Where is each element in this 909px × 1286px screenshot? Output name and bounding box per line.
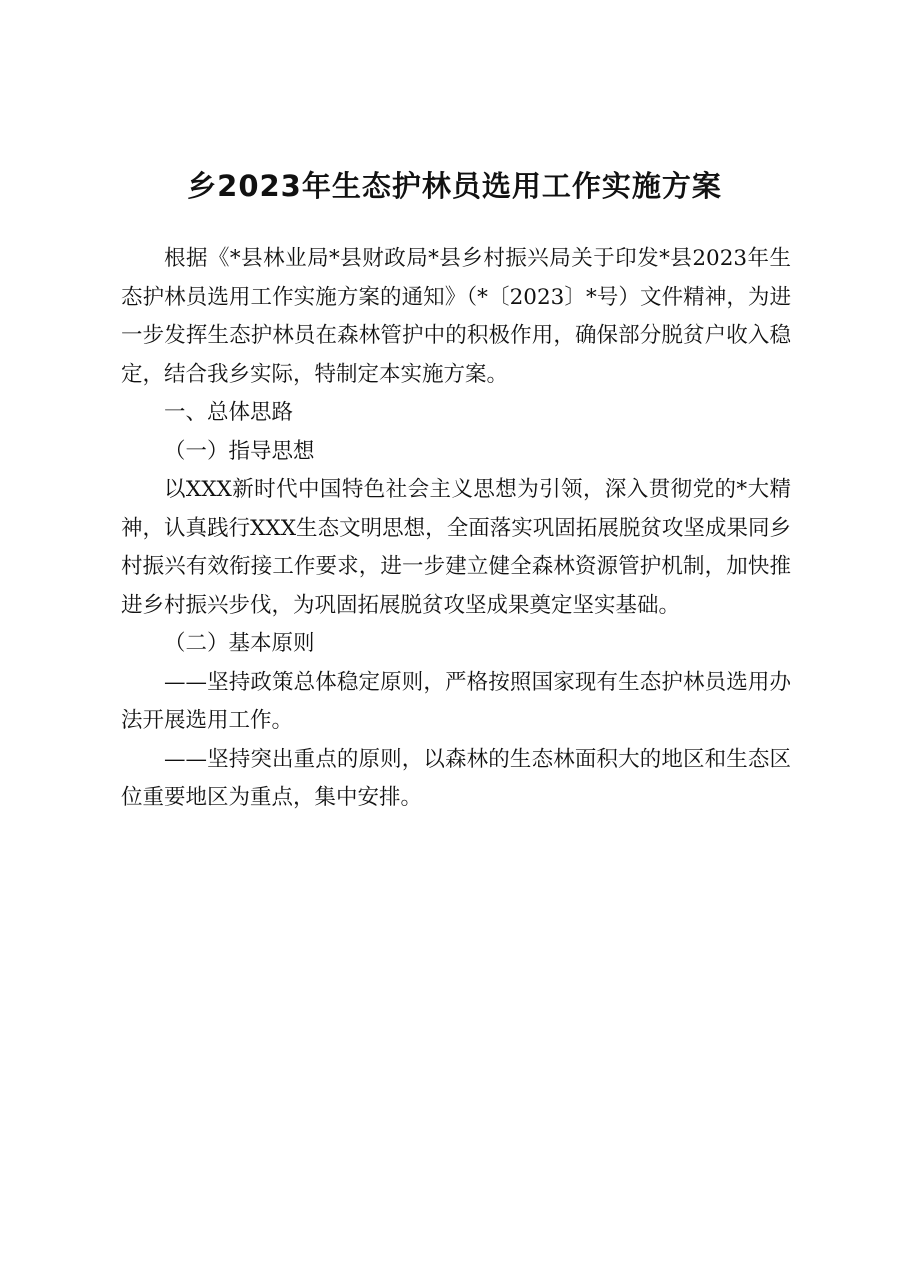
paragraph-guiding-ideology: 以XXX新时代中国特色社会主义思想为引领，深入贯彻党的*大精神，认真践行XXX生态文明思想，全面落实巩固拓展脱贫攻坚成果同乡村振兴有效衔接工作要求，进一步建立健全森林资源管护机制，加快推进乡村振兴步伐，为巩固拓展脱贫攻坚成果奠定坚实基础。 — [121, 477, 791, 618]
subsection-heading-guiding-ideology: （一）指导思想 — [164, 438, 315, 464]
paragraph-principle-focus: ——坚持突出重点的原则，以森林的生态林面积大的地区和生态区位重要地区为重点，集中安排。 — [121, 746, 791, 810]
paragraph-principle-stability: ——坚持政策总体稳定原则，严格按照国家现有生态护林员选用办法开展选用工作。 — [121, 669, 791, 733]
subsection-heading-basic-principles: （二）基本原则 — [164, 631, 315, 656]
paragraph-basis: 根据《*县林业局*县财政局*县乡村振兴局关于印发*县2023年生态护林员选用工作实施方案的通知》（*〔2023〕*号）文件精神，为进一步发挥生态护林员在森林管护中的积极作用，确保部分脱贫户收入稳定，结合我乡实际，特制定本实施方案。 — [121, 246, 791, 387]
document-body — [121, 240, 791, 818]
document-title: 乡2023年生态护林员选用工作实施方案 — [187, 169, 722, 203]
section-heading-overall-approach: 一、总体思路 — [164, 400, 294, 425]
